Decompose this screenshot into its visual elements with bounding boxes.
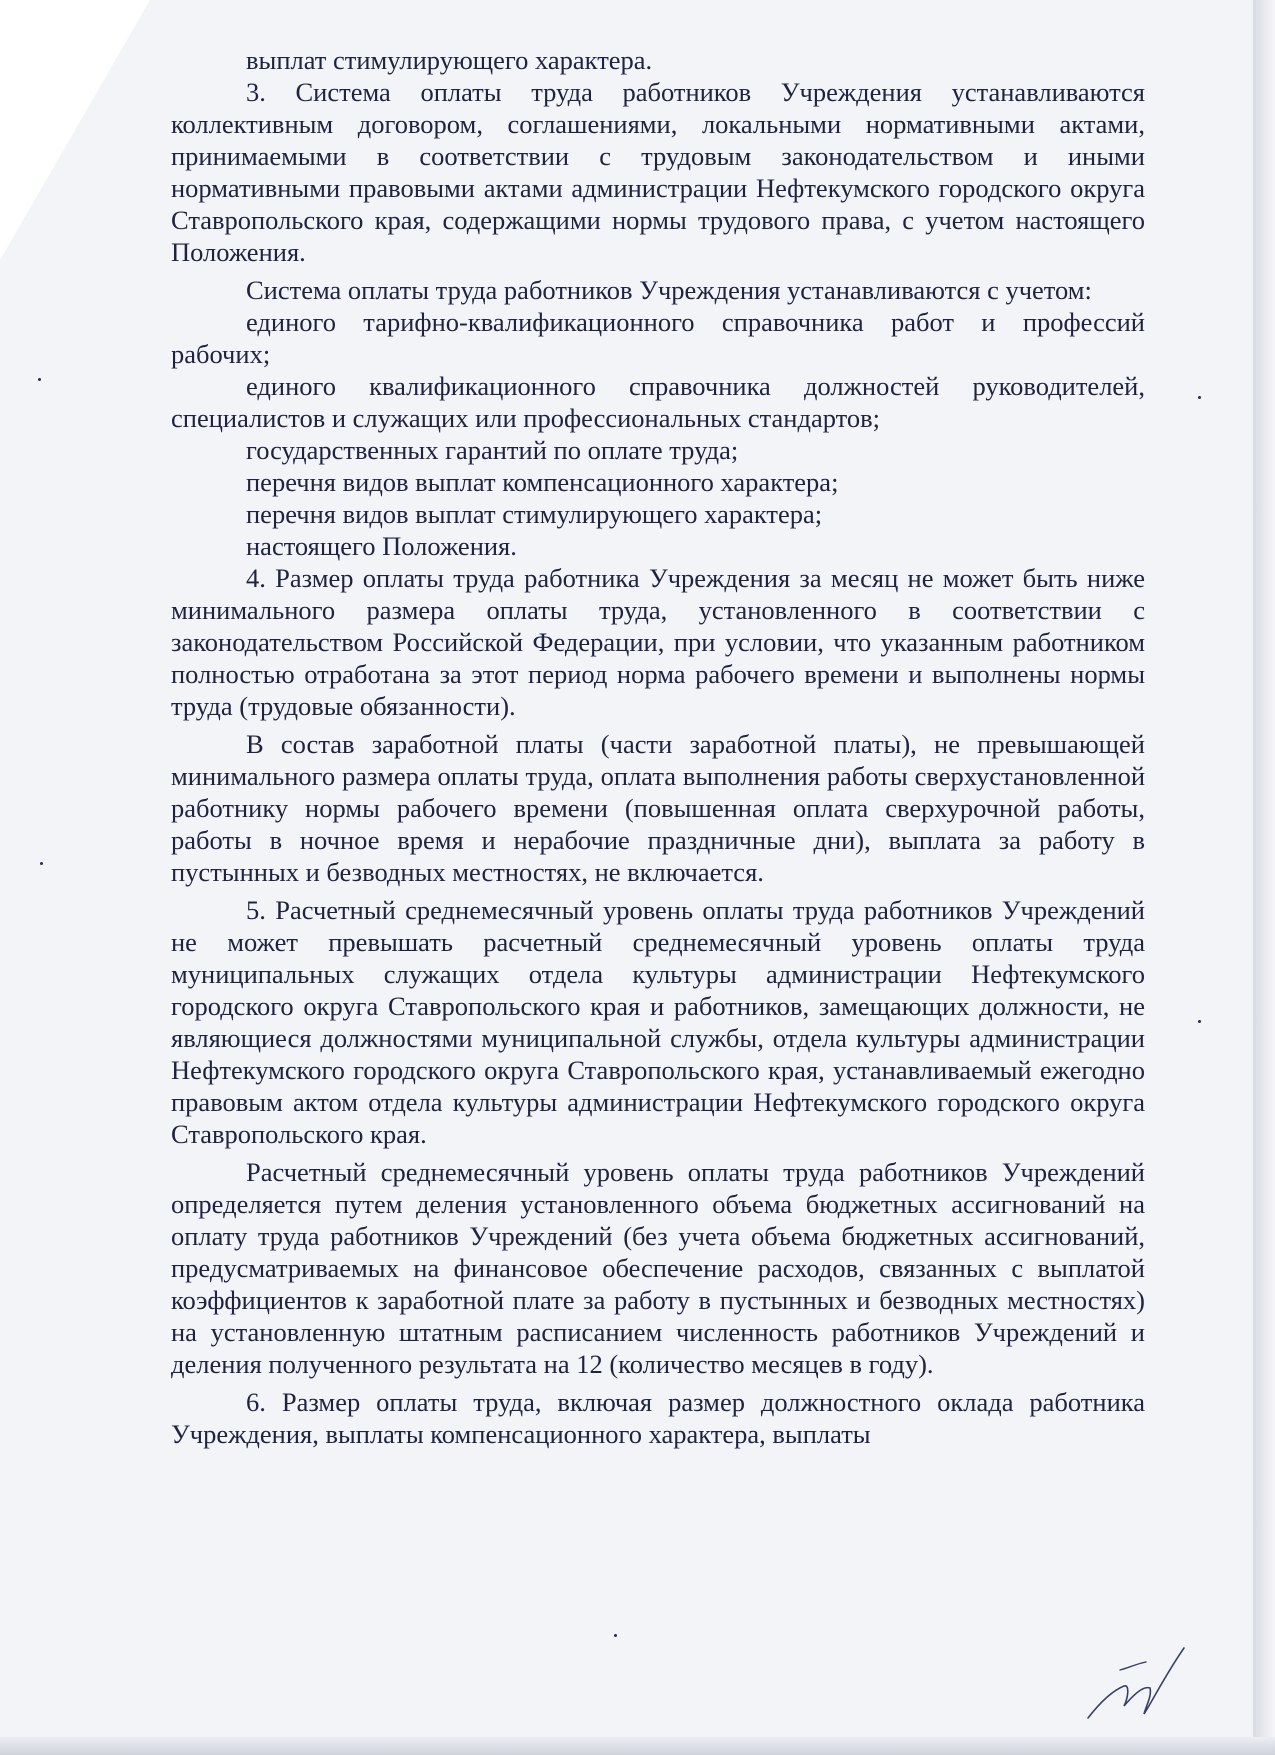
scan-speck <box>1198 1020 1201 1023</box>
scan-speck <box>1198 396 1201 399</box>
scan-speck <box>38 378 41 381</box>
paragraph-item-6: 6. Размер оплаты труда, включая размер должностного оклада работника Учреждения, выплаты компенсационного характера, выплаты <box>171 1387 1145 1449</box>
list-item: настоящего Положения. <box>246 531 517 561</box>
list-item: перечня видов выплат стимулирующего характера; <box>246 499 823 529</box>
list-item: единого тарифно-квалификационного справочника работ и профессий рабочих; <box>171 307 1145 369</box>
list-item: единого квалификационного справочника должностей руководителей, специалистов и служащих или профессиональных стандартов; <box>171 371 1145 433</box>
scan-speck <box>614 1634 617 1637</box>
list-item: перечня видов выплат компенсационного характера; <box>246 467 839 497</box>
paragraph-continuation: выплат стимулирующего характера. <box>246 45 653 75</box>
paragraph-item-4: 4. Размер оплаты труда работника Учреждения за месяц не может быть ниже минимального размера оплаты труда, установленного в соответствии с законодательством Российской Федерации, при условии, что указанным работником полностью отработана за этот период норма рабочего времени и выполнены нормы труда (трудовые обязанности). <box>171 563 1145 721</box>
paragraph-system-basis: Система оплаты труда работников Учреждения устанавливаются с учетом: <box>246 275 1092 305</box>
signature-mark <box>1080 1640 1190 1730</box>
paragraph-average-level: Расчетный среднемесячный уровень оплаты труда работников Учреждений определяется путем деления установленного объема бюджетных ассигнований на оплату труда работников Учреждений (без учета объема бюджетных ассигнований, предусматриваемых на финансовое обеспечение расходов, связанных с выплатой коэффициентов к заработной плате за работу в пустынных и безводных местностях) на установленную штатным расписанием численность работников Учреждений и деления полученного результата на 12 (количество месяцев в году). <box>171 1157 1145 1379</box>
scan-speck <box>40 862 43 865</box>
page-edge-bottom <box>0 1737 1275 1755</box>
paragraph-item-3: 3. Система оплаты труда работников Учреждения устанавливаются коллективным договором, соглашениями, локальными нормативными актами, принимаемыми в соответствии с трудовым законодательством и иными нормативными правовыми актами администрации Нефтекумского городского округа Ставропольского края, содержащими нормы трудового права, с учетом настоящего Положения. <box>171 77 1145 267</box>
document-body <box>171 44 1145 1456</box>
paragraph-item-5: 5. Расчетный среднемесячный уровень оплаты труда работников Учреждений не может превышать расчетный среднемесячный уровень оплаты труда муниципальных служащих отдела культуры администрации Нефтекумского городского округа Ставропольского края и работников, замещающих должности, не являющиеся должностями муниципальной службы, отдела культуры администрации Нефтекумского городского округа Ставропольского края, устанавливаемый ежегодно правовым актом отдела культуры администрации Нефтекумского городского округа Ставропольского края. <box>171 895 1145 1149</box>
page-edge-right <box>1253 0 1275 1755</box>
paragraph-wage-composition: В состав заработной платы (части заработной платы), не превышающей минимального размера оплаты труда, оплата выполнения работы сверхустановленной работнику нормы рабочего времени (повышенная оплата сверхурочной работы, работы в ночное время и нерабочие праздничные дни), выплата за работу в пустынных и безводных местностях, не включается. <box>171 729 1145 887</box>
folded-corner <box>0 0 150 260</box>
list-item: государственных гарантий по оплате труда; <box>246 435 739 465</box>
